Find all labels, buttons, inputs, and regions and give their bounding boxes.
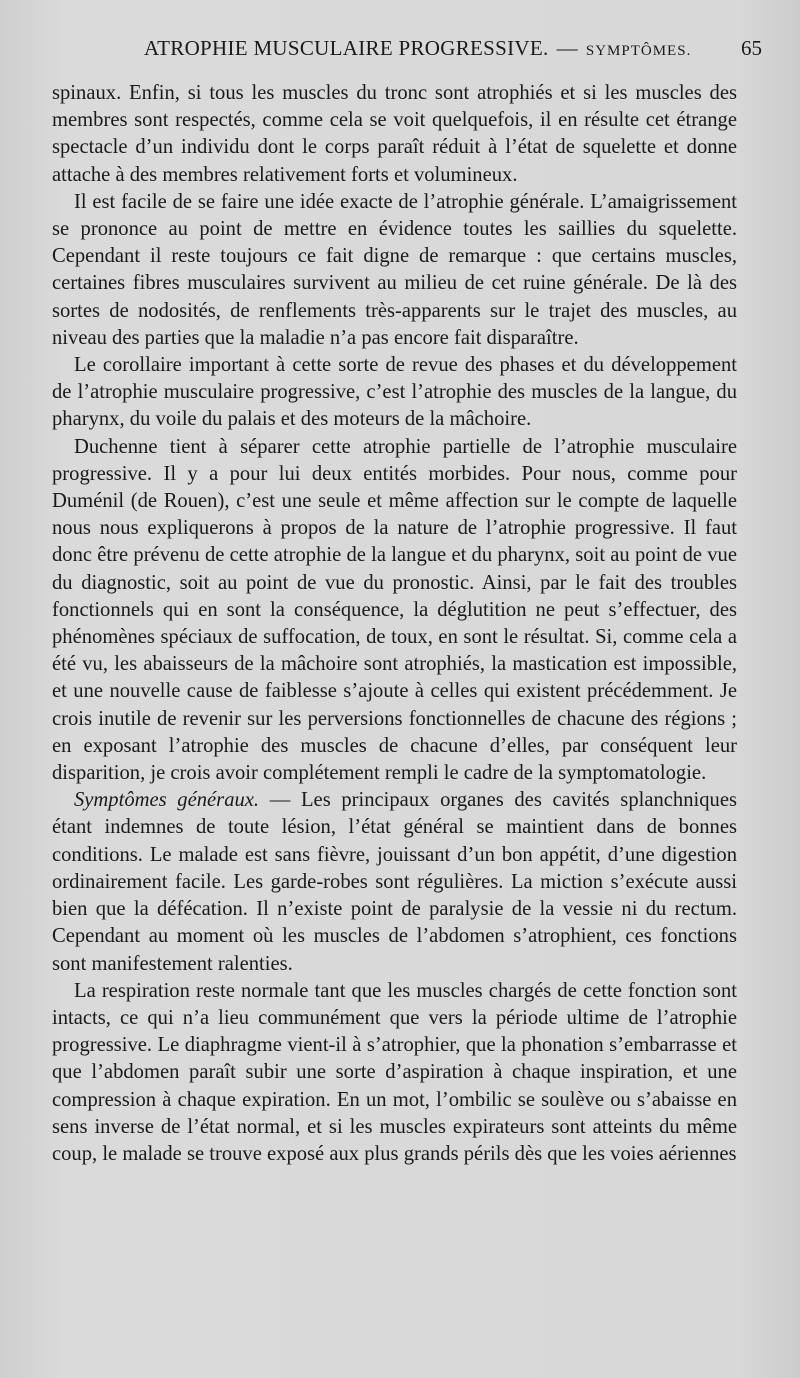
paragraph: Duchenne tient à séparer cette atrophie partielle de l’atrophie musculaire progressive. Il y a pour lui deux entités morbides. Pour nous, comme pour Duménil (de Rouen), c’est une seule et même affection sur le compte de laquelle nous nous expliquerons à propos de la nature de l’atrophie progressive. Il faut donc être prévenu de cette atrophie de la langue et du pharynx, soit au point de vue du diagnostic, soit au point de vue du pronostic. Ainsi, par le fait des troubles fonctionnels qui en sont la conséquence, la déglutition ne peut s’effectuer, des phénomènes spéciaux de suffocation, de toux, en sont le résultat. Si, comme cela a été vu, les abaisseurs de la mâchoire sont atrophiés, la mastication est impossible, et une nouvelle cause de faiblesse s’ajoute à celles qui existent précédemment. Je crois inutile de revenir sur les perversions fonctionnelles de chacune des régions ; en exposant l’atrophie des muscles de chacune d’elles, par conséquent leur disparition, je crois avoir complétement rempli le cadre de la symptomatologie. bbox=[52, 435, 737, 785]
page-header bbox=[52, 36, 768, 80]
section-dash: — bbox=[259, 789, 301, 812]
section-paragraph-text: Les principaux organes des cavités splanchniques étant indemnes de toute lésion, l’état général se maintient dans de bonnes conditions. Le malade est sans fièvre, jouissant d’un bon appétit, d’une digestion ordinairement facile. Les garde-robes sont régulières. La miction s’exécute aussi bien que la défécation. Il n’existe point de paralysie de la vessie ni du rectum. Cependant au moment où les muscles de l’abdomen s’atrophient, ces fonctions sont manifestement ralenties. bbox=[52, 789, 737, 975]
paragraph: Le corollaire important à cette sorte de revue des phases et du développement de l’atrophie musculaire progressive, c’est l’atrophie des muscles de la langue, du pharynx, du voile du palais et des moteurs de la mâchoire. bbox=[52, 354, 737, 431]
paragraph: Il est facile de se faire une idée exacte de l’atrophie générale. L’amaigrissement se prononce au point de mettre en évidence toutes les saillies du squelette. Cependant il reste toujours ce fait digne de remarque : que certains muscles, certaines fibres musculaires survivent au milieu de cet ruine générale. De là des sortes de nodosités, de renflements très-apparents sur le trajet des muscles, au niveau des parties que la maladie n’a pas encore fait disparaître. bbox=[52, 190, 737, 349]
running-title bbox=[144, 36, 691, 61]
page-number: 65 bbox=[741, 36, 762, 60]
running-title-text: ATROPHIE MUSCULAIRE PROGRESSIVE. bbox=[144, 36, 549, 60]
section-heading: Symptômes généraux. bbox=[74, 789, 260, 812]
section-title: SYMPTÔMES. bbox=[585, 43, 692, 59]
section-paragraph bbox=[52, 787, 737, 977]
paragraph: spinaux. Enfin, si tous les muscles du tronc sont atrophiés et si les muscles des membres sont respectés, comme cela se voit quelquefois, il en résulte cet étrange spectacle d’un individu dont le corps paraît réduit à l’état de squelette et donne attache à des membres relativement forts et volumineux. bbox=[52, 82, 737, 186]
body-text bbox=[52, 80, 737, 1168]
header-separator: — bbox=[556, 36, 578, 60]
paragraph: La respiration reste normale tant que les muscles chargés de cette fonction sont intacts, ce qui n’a lieu communément que vers la période ultime de l’atrophie progressive. Le diaphragme vient-il à s’atrophier, que la phonation s’embarrasse et que l’abdomen paraît subir une sorte d’aspiration à chaque inspiration, et une compression à chaque expiration. En un mot, l’ombilic se soulève ou s’abaisse en sens inverse de l’état normal, et si les muscles expirateurs sont atteints du même coup, le malade se trouve exposé aux plus grands périls dès que les voies aériennes bbox=[52, 979, 737, 1165]
